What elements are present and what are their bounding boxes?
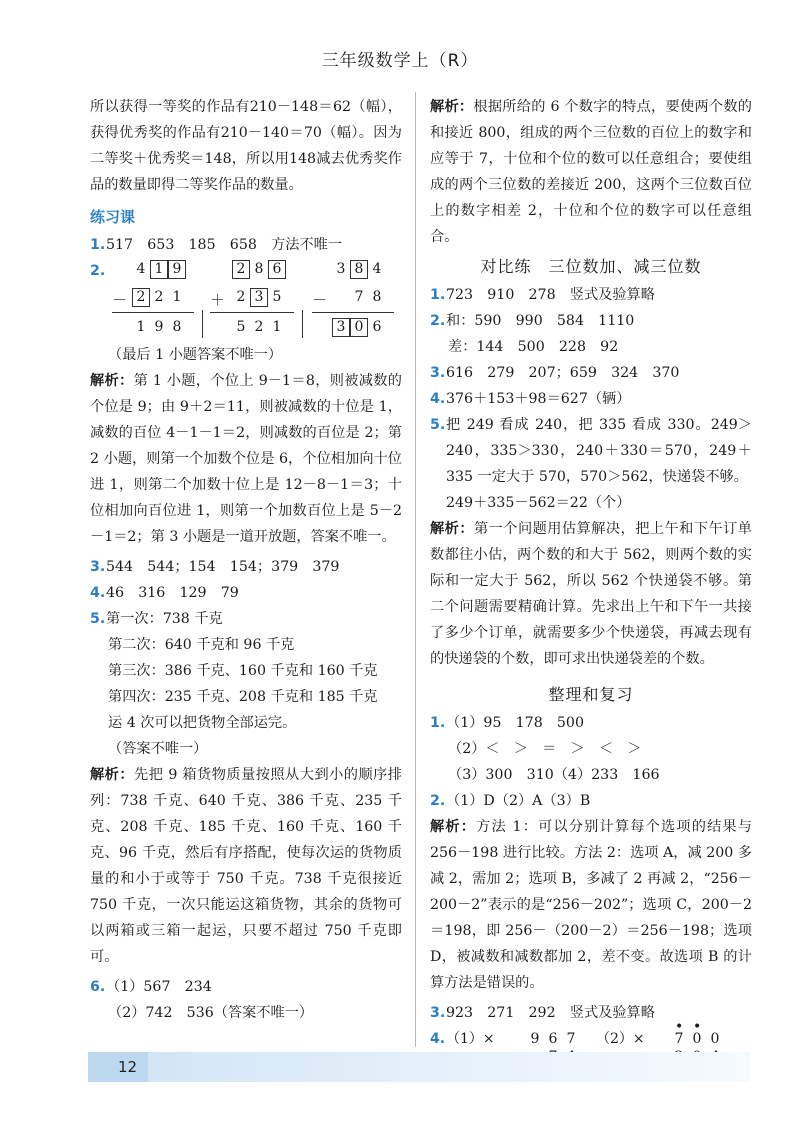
q1 bbox=[90, 232, 402, 258]
c1 bbox=[430, 282, 752, 308]
q2-vertical-calculations bbox=[90, 258, 402, 342]
p1-row3 bbox=[132, 318, 186, 337]
digit: 5 bbox=[272, 289, 282, 305]
c5-answer: 把 249 看成 240，把 335 看成 330。249＞240，335＞330，240＋330＝570，249＋335 一定大于 570，570＞562，快递袋不够。 bbox=[446, 417, 752, 485]
digit bbox=[332, 288, 350, 307]
r4-part1-label: （1）× bbox=[446, 1031, 495, 1047]
q5-line: 运 4 次可以把货物全部运完。 bbox=[108, 715, 297, 731]
digit: 0 bbox=[710, 1031, 720, 1047]
c2 bbox=[430, 308, 752, 334]
c3-answer: 616 279 207；659 324 370 bbox=[446, 365, 680, 381]
digit-box: 3 bbox=[250, 288, 268, 307]
c2-number: 2. bbox=[430, 313, 446, 329]
page-header: 三年级数学上（R） bbox=[321, 51, 479, 71]
borrow-dot: • bbox=[693, 1019, 702, 1035]
q6 bbox=[90, 974, 402, 1026]
r1 bbox=[430, 710, 752, 736]
digit: 6 bbox=[548, 1031, 558, 1047]
analysis-text: 根据所给的 6 个数字的特点，要使两个数的和接近 800，组成的两个三位数的百位上的数字和应等于 7，十位和个位的数可以任意组合；要使组成的两个三位数的差接近 200，这两个三位数百位上的数字相差 2，十位和个位的数字可以任意组合。 bbox=[430, 99, 752, 245]
analysis-text: 方法 1：可以分别计算每个选项的结果与 256－198 进行比较。方法 2：选项 A，减 200 多减 2，需加 2；选项 B，多减了 2 再减 2，“256－200－2”表示的是“256－202”；选项 C，200－2＝198，即 256－（200－2）＝256－198；选项 D，被减数和减数都加 2，差不变。故选项 B 的计算方法是错误的。 bbox=[430, 819, 752, 991]
analysis-label: 解析： bbox=[430, 521, 474, 537]
q2-analysis bbox=[90, 368, 402, 550]
q3-number: 3. bbox=[90, 559, 106, 575]
analysis-label: 解析： bbox=[430, 99, 474, 115]
digit: 9 bbox=[530, 1031, 540, 1047]
analysis-label: 解析： bbox=[430, 819, 477, 835]
digit: 5 bbox=[236, 319, 246, 335]
digit-box: 2 bbox=[132, 288, 150, 307]
digit: 8 bbox=[372, 289, 382, 305]
right-column bbox=[430, 94, 752, 1086]
r1-line: （1）95 178 500 bbox=[446, 715, 584, 731]
p1-line bbox=[112, 312, 194, 313]
digit: 7 bbox=[674, 1031, 684, 1047]
digit: 9 bbox=[154, 319, 164, 335]
q5 bbox=[90, 606, 402, 762]
r4a-row1 bbox=[526, 1030, 580, 1049]
q5-line: 第二次：640 千克和 96 千克 bbox=[108, 637, 295, 653]
r2-answer: （1）D（2）A（3）B bbox=[446, 793, 591, 809]
page-number: 12 bbox=[88, 1052, 148, 1082]
c5-number: 5. bbox=[430, 417, 446, 433]
q4-number: 4. bbox=[90, 585, 106, 601]
digit: 2 bbox=[154, 289, 164, 305]
p2-row2 bbox=[232, 288, 286, 307]
minus-sign: － bbox=[112, 291, 128, 309]
digit: 0 bbox=[692, 1031, 702, 1047]
separator bbox=[302, 310, 303, 338]
digit: 1 bbox=[272, 319, 282, 335]
section-title-review: 整理和复习 bbox=[548, 685, 634, 704]
q6-line: （2）742 536（答案不唯一） bbox=[108, 1005, 314, 1021]
analysis-text: 第 1 小题，个位上 9－1＝8，则被减数的个位是 9；由 9＋2＝11，则被减数的十位是 1，减数的百位 4－1－1＝2，则减数的百位是 2；第 2 小题，则第一个加数个位是 6，个位相加向十位进 1，则第二个加数十位上是 12－8－1＝3；十位相加向百位进 1，则第一个加数百位上是 5－2－1＝2；第 3 小题是一道开放题，答案不唯一。 bbox=[90, 373, 402, 545]
digit: 4 bbox=[136, 261, 146, 277]
section-title-comparison: 对比练 三位数加、减三位数 bbox=[480, 257, 702, 276]
p3-line bbox=[312, 312, 394, 313]
digit: 2 bbox=[254, 319, 264, 335]
c3-number: 3. bbox=[430, 365, 446, 381]
column-divider bbox=[415, 92, 416, 1047]
c2-line: 差：144 500 228 92 bbox=[448, 339, 619, 355]
digit-box: 1 bbox=[150, 260, 168, 279]
digit-box: 9 bbox=[168, 260, 186, 279]
q5-number: 5. bbox=[90, 611, 106, 627]
q5-line: 第一次：738 千克 bbox=[106, 611, 223, 627]
digit: 8 bbox=[254, 261, 264, 277]
q3-answer: 544 544；154 154；379 379 bbox=[106, 559, 340, 575]
c4-answer: 376＋153＋98＝627（辆） bbox=[446, 391, 631, 407]
p1-row1 bbox=[132, 260, 186, 279]
r2-analysis bbox=[430, 814, 752, 996]
digit-box: 3 bbox=[332, 318, 350, 337]
q4 bbox=[90, 580, 402, 606]
plus-sign: ＋ bbox=[210, 291, 226, 309]
analysis-label: 解析： bbox=[90, 373, 134, 389]
analysis-label: 解析： bbox=[90, 767, 135, 783]
q2-note: （最后 1 小题答案不唯一） bbox=[108, 347, 283, 363]
r3-number: 3. bbox=[430, 1005, 446, 1021]
p1-row2 bbox=[132, 288, 186, 307]
analysis-text: 先把 9 箱货物质量按照从大到小的顺序排列：738 千克、640 千克、386 千克、235 千克、208 千克、185 千克、160 千克、160 千克、96 千克，然后有序搭配，使每次运的货物质量的和小于或等于 750 千克。738 千克很接近 750 千克，一次只能运这箱货物，其余的货物可以两箱或三箱一起运，只要不超过 750 千克即可。 bbox=[90, 767, 402, 965]
top-analysis bbox=[430, 94, 752, 250]
c1-number: 1. bbox=[430, 287, 446, 303]
digit: 6 bbox=[372, 319, 382, 335]
r2 bbox=[430, 788, 752, 814]
digit: 1 bbox=[136, 319, 146, 335]
q5-line: 第四次：235 千克、208 千克和 185 千克 bbox=[108, 689, 378, 705]
digit: 7 bbox=[566, 1031, 576, 1047]
r1-line: （2）＜ ＞ ＝ ＞ ＜ ＞ bbox=[448, 741, 642, 757]
c5-line: 249＋335－562＝22（个） bbox=[446, 495, 631, 511]
q6-number: 6. bbox=[90, 979, 106, 995]
r4b-row1 bbox=[670, 1030, 724, 1049]
c5-analysis bbox=[430, 516, 752, 672]
c2-line: 和：590 990 584 1110 bbox=[446, 313, 635, 329]
digit: 7 bbox=[354, 289, 364, 305]
q1-number: 1. bbox=[90, 237, 106, 253]
digit: 8 bbox=[172, 319, 182, 335]
digit: 3 bbox=[336, 261, 346, 277]
c4-number: 4. bbox=[430, 391, 446, 407]
c5 bbox=[430, 412, 752, 516]
digit: 2 bbox=[236, 289, 246, 305]
separator bbox=[202, 310, 203, 338]
digit-box: 8 bbox=[350, 260, 368, 279]
p2-row1 bbox=[232, 260, 286, 279]
footer-strip bbox=[88, 1052, 750, 1082]
left-column bbox=[90, 94, 402, 1026]
q5-line: （答案不唯一） bbox=[108, 741, 208, 757]
q6-line: （1）567 234 bbox=[106, 979, 212, 995]
q5-analysis bbox=[90, 762, 402, 970]
c1-answer: 723 910 278 竖式及验算略 bbox=[446, 287, 655, 303]
p2-line bbox=[210, 312, 294, 313]
r3-answer: 923 271 292 竖式及验算略 bbox=[446, 1005, 655, 1021]
minus-sign: － bbox=[312, 291, 328, 309]
digit-box: 0 bbox=[350, 318, 368, 337]
borrow-dot: • bbox=[675, 1019, 684, 1035]
digit: 1 bbox=[172, 289, 182, 305]
p3-row3 bbox=[332, 318, 386, 337]
section-title-practice: 练习课 bbox=[90, 208, 136, 226]
q4-answer: 46 316 129 79 bbox=[106, 585, 239, 601]
p2-row3 bbox=[232, 318, 286, 337]
r1-number: 1. bbox=[430, 715, 446, 731]
p3-row2 bbox=[332, 288, 386, 307]
r2-number: 2. bbox=[430, 793, 446, 809]
p3-row1 bbox=[332, 260, 386, 279]
q5-line: 第三次：386 千克、160 千克和 160 千克 bbox=[108, 663, 378, 679]
r4-number: 4. bbox=[430, 1031, 446, 1047]
analysis-text: 第一个问题用估算解决，把上午和下午订单数都往小估，两个数的和大于 562，则两个数的实际和一定大于 562，所以 562 个快递袋不够。第二个问题需要精确计算。先求出上午和下午一共接了多少个订单，就需要多少个快递袋，再减去现有的快递袋的个数，即可求出快递袋差的个数。 bbox=[430, 521, 752, 667]
q2 bbox=[90, 258, 402, 342]
digit-box: 6 bbox=[268, 260, 286, 279]
r3 bbox=[430, 1000, 752, 1026]
digit: 4 bbox=[372, 261, 382, 277]
q3 bbox=[90, 554, 402, 580]
r4-part2-label: （2）× bbox=[596, 1031, 645, 1047]
digit-box: 2 bbox=[232, 260, 250, 279]
q1-answer: 517 653 185 658 方法不唯一 bbox=[106, 237, 343, 253]
r1-line: （3）300 310（4）233 166 bbox=[448, 767, 660, 783]
q2-number: 2. bbox=[90, 263, 106, 279]
c3 bbox=[430, 360, 752, 386]
c4 bbox=[430, 386, 752, 412]
intro-paragraph: 所以获得一等奖的作品有210－148＝62（幅），获得优秀奖的作品有210－140＝70（幅）。因为二等奖＋优秀奖＝148，所以用148减去优秀奖作品的数量即得二等奖作品的数量。 bbox=[90, 99, 402, 193]
